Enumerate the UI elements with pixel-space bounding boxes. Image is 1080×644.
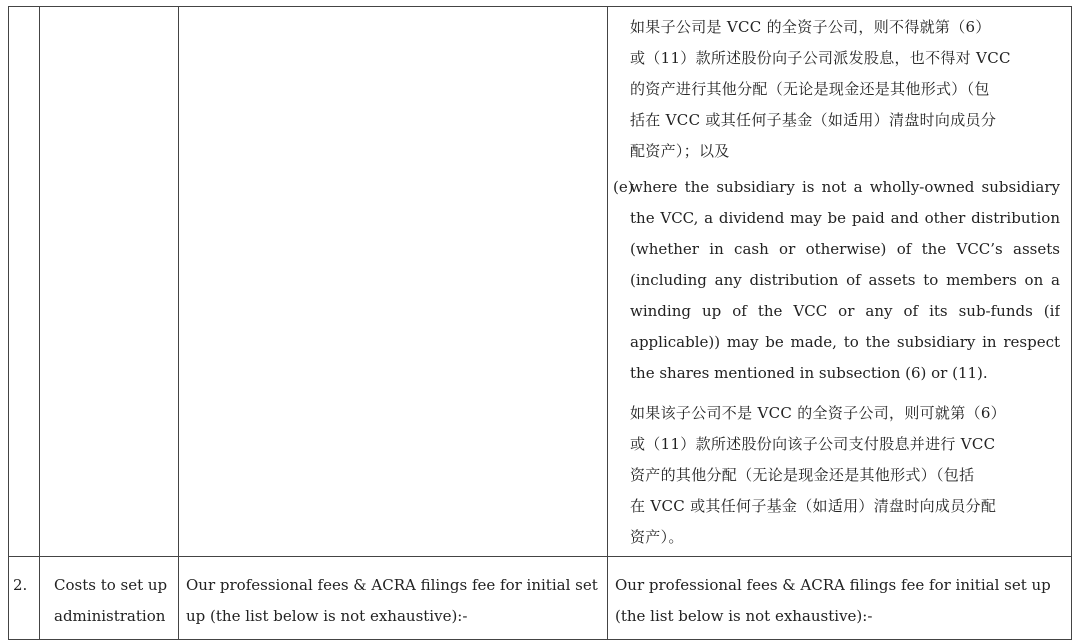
text-line: Our professional fees & ACRA filings fee for initial set up xyxy=(615,576,1051,594)
text-line: (the list below is not exhaustive):- xyxy=(615,607,873,625)
description-column-4 xyxy=(615,570,1065,632)
text-line: 括在 VCC 或其任何子基金（如适用）清盘时向成员分 xyxy=(630,111,997,129)
english-description xyxy=(186,570,598,632)
row-divider xyxy=(9,556,1071,557)
text-line: applicable)) may be made, to the subsidiary in respect xyxy=(630,333,1060,351)
text-line: Our professional fees & ACRA filings fee for initial set xyxy=(186,576,598,594)
text-line: 如果该子公司不是 VCC 的全资子公司，则可就第（6） xyxy=(630,404,1006,422)
text-line: 如果子公司是 VCC 的全资子公司，则不得就第（6） xyxy=(630,18,991,36)
text-line: 的资产进行其他分配（无论是现金还是其他形式）（包 xyxy=(630,80,990,98)
text-line: up (the list below is not exhaustive):- xyxy=(186,607,468,625)
text-line: winding up of the VCC or any of its sub-funds (if xyxy=(630,302,1060,320)
text-line: 资产）。 xyxy=(630,528,684,546)
text-line: (whether in cash or otherwise) of the VCC’s assets xyxy=(630,240,1060,258)
row-number: 2. xyxy=(13,576,28,594)
column-divider xyxy=(178,7,179,639)
text-line: 或（11）款所述股份向子公司派发股息，也不得对 VCC xyxy=(630,49,1011,67)
text-line: administration xyxy=(54,607,166,625)
text-line: the shares mentioned in subsection (6) or (11). xyxy=(630,364,988,382)
column-divider xyxy=(607,7,608,639)
text-line: the VCC, a dividend may be paid and other distribution xyxy=(630,209,1060,227)
text-line: 或（11）款所述股份向该子公司支付股息并进行 VCC xyxy=(630,435,996,453)
text-line: 在 VCC 或其任何子基金（如适用）清盘时向成员分配 xyxy=(630,497,997,515)
text-line: where the subsidiary is not a wholly-owned subsidiary xyxy=(630,178,1060,196)
paragraph-e-label: (e) xyxy=(613,178,634,196)
text-line: 配资产）；以及 xyxy=(630,142,730,160)
text-line: 资产的其他分配（无论是现金还是其他形式）（包括 xyxy=(630,466,975,484)
text-line: (including any distribution of assets to members on a xyxy=(630,271,1060,289)
text-line: Costs to set up xyxy=(54,576,168,594)
item-title xyxy=(54,570,174,632)
paragraph-e-english xyxy=(630,172,1060,389)
column-divider xyxy=(39,7,40,639)
